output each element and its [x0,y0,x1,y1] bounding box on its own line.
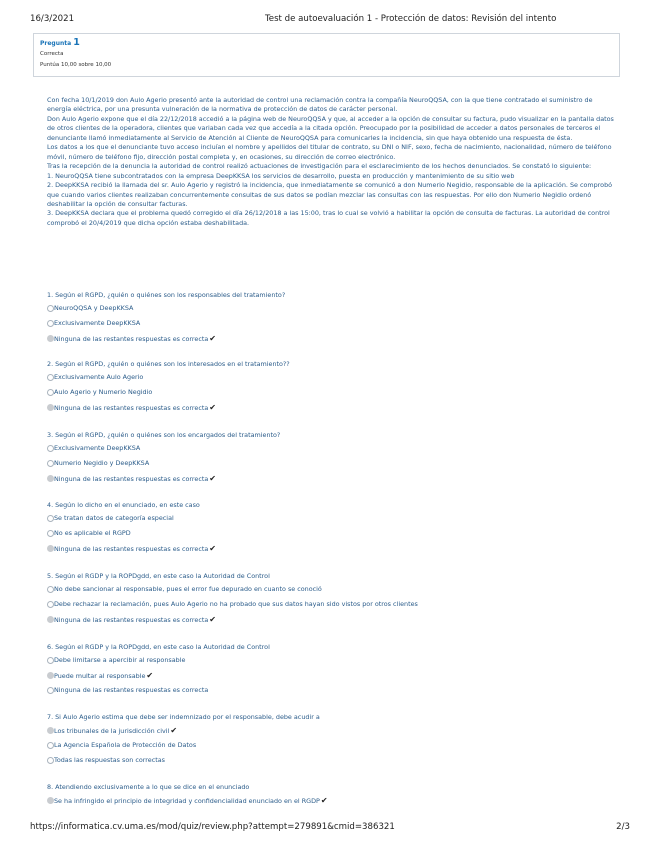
answer-option[interactable] [47,723,622,738]
subquestion-text: 2. Según el RGPD, ¿quién o quiénes son los interesados en el tratamiento?? [47,360,290,368]
correct-check-icon: ✔ [146,671,154,680]
answer-option[interactable] [47,597,622,612]
radio-empty-icon[interactable] [47,460,54,467]
question-info-box [33,33,620,77]
correct-check-icon: ✔ [209,474,216,483]
radio-empty-icon[interactable] [47,320,54,327]
answer-option-label: Ninguna de las restantes respuestas es correcta [54,545,209,553]
question-label [40,38,619,49]
subquestion-text: 3. Según el RGPD, ¿quién o quiénes son los encargados del tratamiento? [47,431,281,439]
answer-option-label: Se ha infringido el principio de integridad y confidencialidad enunciado en el RGDP [54,797,320,805]
radio-empty-icon[interactable] [47,515,54,522]
statement-paragraph: 3. DeepKKSA declara que el problema quedó corregido el día 26/12/2018 a las 15:00, tras lo cual se volvió a habilitar la opción de consulta de facturas. La autoridad de control comprobó el 20/4/2019 que dicha opción estaba deshabilitada. [47,209,610,227]
subquestion [47,782,622,808]
radio-empty-icon[interactable] [47,389,54,396]
answer-option[interactable] [47,316,622,331]
answer-option[interactable] [47,582,622,597]
answer-option[interactable] [47,653,622,668]
statement-paragraph: Los datos a los que el denunciante tuvo acceso incluían el nombre y apellidos del titular de contrato, su DNI o NIF, sexo, fecha de nacimiento, nacionalidad, número de teléfono móvil, número de teléfono fijo, dirección postal completa y, en ocasiones, su dirección de correo electrónico. [47,143,612,161]
correct-check-icon: ✔ [320,796,328,805]
answer-option-label: Exclusivamente DeepKKSA [54,319,141,327]
answer-option[interactable] [47,793,622,808]
statement-paragraph: Con fecha 10/1/2019 don Aulo Agerio presentó ante la autoridad de control una reclamación contra la compañía NeuroQQSA, con la que tiene contratado el suministro de energía eléctrica, por una presunta vulneración de la normativa de protección de datos de carácter personal. [47,96,593,114]
question-number: 1 [73,37,80,48]
answer-option-label: Ninguna de las restantes respuestas es correcta [54,335,209,343]
statement-paragraph: Tras la recepción de la denuncia la autoridad de control realizó actuaciones de investigación para el esclarecimiento de los hechos denunciados. Se constató lo siguiente: [47,162,592,171]
subquestion-text: 6. Según el RGDP y la ROPDgdd, en este caso la Autoridad de Control [47,643,270,651]
answer-option[interactable] [47,683,622,698]
subquestion [47,430,622,486]
subquestion-text: 1. Según el RGPD, ¿quién o quiénes son los responsables del tratamiento? [47,291,286,299]
answer-option[interactable] [47,370,622,385]
subquestion [47,642,622,698]
answer-option-label: Los tribunales de la jurisdicción civil [54,727,170,735]
radio-empty-icon[interactable] [47,445,54,452]
answer-option[interactable] [47,612,622,627]
subquestion-text: 4. Según lo dicho en el enunciado, en este caso [47,501,200,509]
radio-selected-icon[interactable] [47,727,54,734]
answer-option[interactable] [47,331,622,346]
radio-selected-icon[interactable] [47,545,54,552]
answer-option[interactable] [47,668,622,683]
answer-option-label: Ninguna de las restantes respuestas es correcta [54,686,209,694]
answer-option-label: Numerio Negidio y DeepKKSA [54,459,150,467]
radio-empty-icon[interactable] [47,586,54,593]
statement-paragraph: 1. NeuroQQSA tiene subcontratados con la empresa DeepKKSA los servicios de desarrollo, puesta en producción y mantenimiento de su sitio web [47,171,515,180]
radio-selected-icon[interactable] [47,797,54,804]
page-number: 2/3 [616,822,630,832]
statement-paragraph: Don Aulo Agerio expone que el día 22/12/2018 accedió a la página web de NeuroQQSA y que, al acceder a la opción de consultar su factura, pudo visualizar en la pantalla datos de otros clientes de la operadora, clientes que variaban cada vez que accedía a la citada opción. Preocupado por la posibilidad de acceder a datos personales de terceros el denunciante llamó inmediatamente al Servicio de Atención al Cliente de NeuroQQSA para comunicarles la incidencia, sin que haya obtenido una respuesta de ésta. [47,114,614,142]
page-url: https://informatica.cv.uma.es/mod/quiz/review.php?attempt=279891&cmid=386321 [30,822,395,832]
answer-option[interactable] [47,753,622,768]
answer-option-label: Se tratan datos de categoría especial [54,514,174,522]
question-prefix: Pregunta [40,40,72,47]
subquestion-text: 7. Si Aulo Agerio estima que debe ser indemnizado por el responsable, debe acudir a [47,713,320,721]
radio-empty-icon[interactable] [47,374,54,381]
correct-check-icon: ✔ [209,334,216,343]
correct-check-icon: ✔ [209,544,216,553]
radio-selected-icon[interactable] [47,404,54,411]
statement-paragraph: 2. DeepKKSA recibió la llamada del sr. Aulo Agerio y registró la incidencia, que inmediatamente se comunicó a don Numerio Negidio, responsable de la aplicación. Se comprobó que cuando varios clientes realizaban concurrentemente consultas de sus datos se podían mezclar las consultas con las respuestas. Por ello don Numerio Negidio ordenó deshabilitar la opción de consultar facturas. [47,181,613,208]
answer-option[interactable] [47,301,622,316]
print-header [30,14,630,28]
subquestion [47,500,622,556]
answer-option[interactable] [47,385,622,400]
subquestion [47,359,622,415]
correct-check-icon: ✔ [170,726,178,735]
correct-check-icon: ✔ [209,403,216,412]
radio-empty-icon[interactable] [47,657,54,664]
answer-option-label: NeuroQQSA y DeepKKSA [54,304,134,312]
radio-selected-icon[interactable] [47,616,54,623]
subquestion-text: 8. Atendiendo exclusivamente a lo que se dice en el enunciado [47,783,250,791]
question-score: Puntúa 10,00 sobre 10,00 [40,62,112,68]
radio-empty-icon[interactable] [47,687,54,694]
radio-empty-icon[interactable] [47,305,54,312]
subquestion [47,712,622,768]
answer-option-label: Ninguna de las restantes respuestas es correcta [54,404,209,412]
answer-option[interactable] [47,526,622,541]
answer-option-label: No debe sancionar al responsable, pues el error fue depurado en cuanto se conoció [54,585,322,593]
answer-option-label: La Agencia Española de Protección de Datos [54,741,197,749]
answer-option-label: Ninguna de las restantes respuestas es correcta [54,616,209,624]
answer-option-label: No es aplicable el RGPD [54,529,131,537]
answer-option[interactable] [47,738,622,753]
answer-option-label: Puede multar al responsable [54,672,146,680]
radio-selected-icon[interactable] [47,672,54,679]
radio-empty-icon[interactable] [47,601,54,608]
answer-option-label: Debe limitarse a apercibir al responsable [54,656,186,664]
radio-empty-icon[interactable] [47,530,54,537]
print-date: 16/3/2021 [30,14,75,24]
answer-option-label: Ninguna de las restantes respuestas es correcta [54,475,209,483]
subquestion-text: 5. Según el RGDP y la ROPDgdd, en este caso la Autoridad de Control [47,572,270,580]
answer-option[interactable] [47,400,622,415]
question-statement [47,96,617,228]
question-status: Correcta [40,51,64,57]
subquestion [47,571,622,627]
radio-empty-icon[interactable] [47,757,54,764]
radio-selected-icon[interactable] [47,335,54,342]
answer-option[interactable] [47,511,622,526]
answer-option-label: Debe rechazar la reclamación, pues Aulo Agerio no ha probado que sus datos hayan sido vistos por otros clientes [54,600,418,608]
answer-option-label: Exclusivamente Aulo Agerio [54,373,144,381]
answer-option-label: Todas las respuestas son correctas [54,756,165,764]
page-title: Test de autoevaluación 1 - Protección de datos: Revisión del intento [265,14,557,24]
radio-selected-icon[interactable] [47,475,54,482]
radio-empty-icon[interactable] [47,742,54,749]
print-footer [30,822,630,836]
correct-check-icon: ✔ [209,615,216,624]
answer-option[interactable] [47,441,622,456]
answer-option[interactable] [47,456,622,471]
answer-option[interactable] [47,541,622,556]
subquestion [47,290,622,346]
answer-option[interactable] [47,471,622,486]
answer-option-label: Exclusivamente DeepKKSA [54,444,141,452]
answer-option-label: Aulo Agerio y Numerio Negidio [54,388,153,396]
